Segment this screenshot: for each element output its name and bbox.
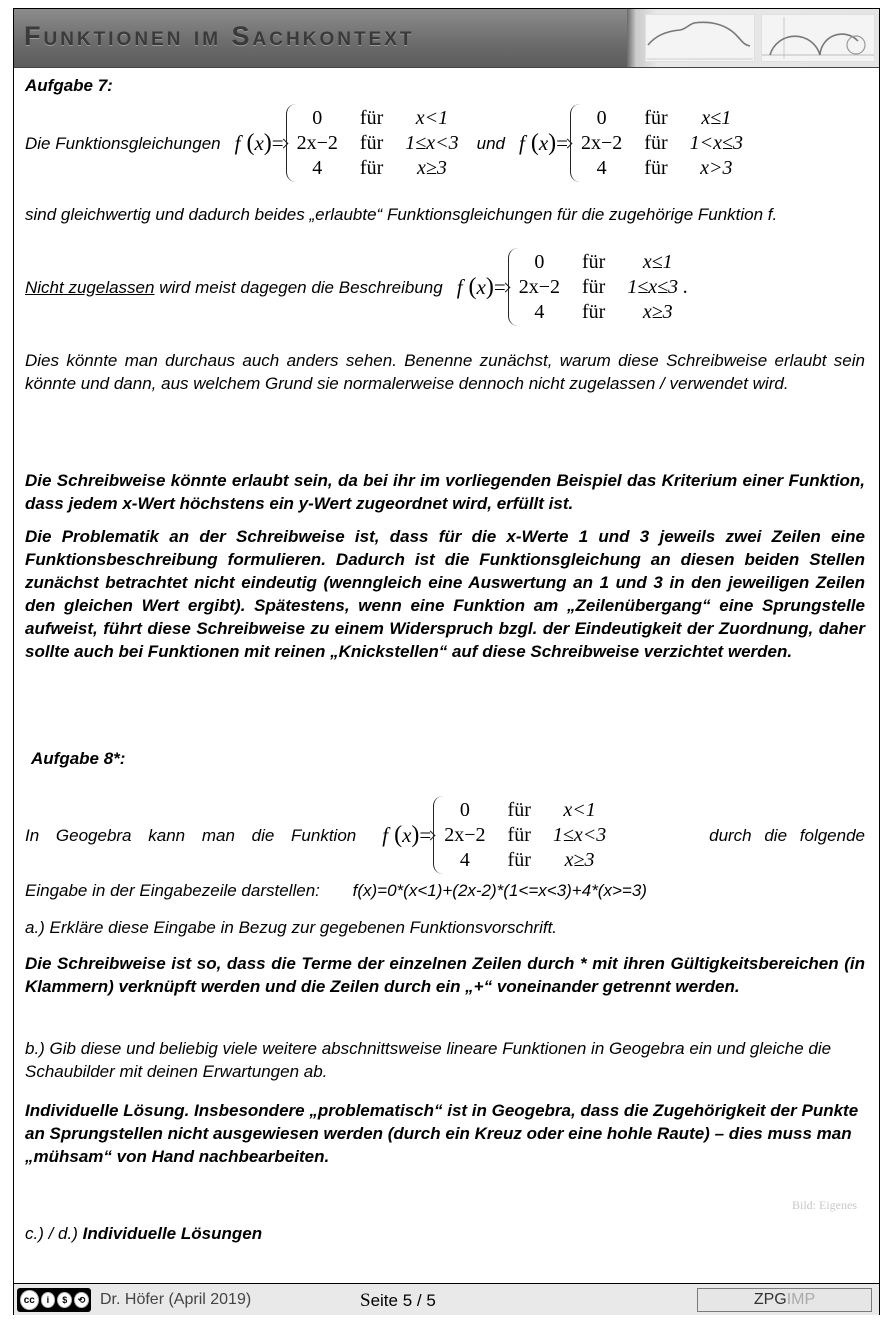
- case-for: für: [507, 823, 531, 846]
- task7-heading: Aufgabe 7:: [25, 76, 113, 95]
- cd-answer: Individuelle Lösungen: [82, 1224, 263, 1243]
- input-label: Eingabe in der Eingabezeile darstellen:: [25, 881, 320, 900]
- footer-author: Dr. Höfer (April 2019): [100, 1291, 252, 1308]
- function-label: f (x): [518, 129, 557, 156]
- case-condition: 1≤x≤3 .: [627, 275, 689, 298]
- left-brace-icon: [286, 104, 297, 182]
- case-condition: 1≤x<3: [405, 131, 459, 154]
- page-number: Seite 5 / 5: [360, 1290, 436, 1311]
- rolling-circle-icon: [762, 15, 874, 61]
- case-condition: x<1: [415, 106, 449, 129]
- case-term: 2x−2: [518, 275, 560, 298]
- case-condition: x≥3: [417, 156, 447, 179]
- task7-answer-1: Die Schreibweise könnte erlaubt sein, da bei ihr im vorliegenden Beispiel das Kriterium einer Funktion, dass jedem x-Wert höchstens ein y-Wert zugeordnet wird, erfüllt ist.: [25, 471, 865, 513]
- arcs-graph-thumbnail: [761, 14, 875, 62]
- case-term: 2x−2: [296, 131, 338, 154]
- and-text: und: [476, 133, 505, 153]
- case-term: 2x−2: [444, 823, 486, 846]
- function-label: f (x): [234, 129, 272, 156]
- nc-icon: $: [57, 1292, 72, 1308]
- page-title: Funktionen im Sachkontext: [24, 21, 415, 51]
- task7-intro-text: Die Funktionsgleichungen: [25, 133, 221, 153]
- case-for: für: [359, 131, 384, 154]
- task7-not-allowed-line: [25, 247, 688, 327]
- task7-question: Dies könnte man durchaus auch anders sehen. Benenne zunächst, warum diese Schreibweise erlaubt sein könnte und dann, aus welchem Grund sie normalerweise dennoch nicht zugelassen / verwendet wird.: [25, 351, 865, 393]
- case-for: für: [359, 156, 384, 179]
- equals-sign: =: [419, 822, 432, 847]
- case-condition: x≥3: [642, 300, 673, 323]
- left-brace-icon: [433, 796, 444, 874]
- task8-a-question: a.) Erkläre diese Eingabe in Bezug zur gegebenen Funktionsvorschrift.: [25, 918, 558, 937]
- task8-definition-line: [25, 795, 865, 875]
- task8-input-line: [25, 879, 865, 902]
- case-condition: x≤1: [701, 106, 732, 129]
- cc-icon: cc: [20, 1290, 39, 1310]
- task7-answer-2: Die Problematik an der Schreibweise ist, dass für die x-Werte 1 und 3 jeweils zwei Zeilen eine Funktionsbeschreibung formulieren. Dadurch ist die Funktionsgleichung an diesen beiden Stellen zunächst betrachtet nicht eindeutig (wenngleich eine Auswertung an 1 und 3 in den jeweiligen Zeilen den gleichen Wert ergibt). Spätestens, wenn eine Funktion am „Zeilenübergang“ eine Sprungstelle aufweist, führt diese Schreibweise zu einem Widerspruch bzgl. der Eindeutigkeit der Zuordnung, daher sollte auch bei Funktionen mit reinen „Knickstellen“ auf diese Schreibweise verzichtet werden.: [25, 527, 865, 661]
- case-condition: x<1: [563, 798, 596, 821]
- case-term: 4: [534, 300, 545, 323]
- case-term: 4: [312, 156, 323, 179]
- task8-cd-line: [25, 1222, 865, 1245]
- case-for: für: [582, 250, 606, 273]
- case-for: für: [644, 106, 668, 129]
- function-label: f (x): [456, 273, 494, 300]
- image-credit: Bild: Eigenes: [792, 1198, 857, 1212]
- sa-icon: ⟲: [74, 1292, 89, 1308]
- case-term: 4: [596, 156, 607, 179]
- task8-b-question: b.) Gib diese und beliebig viele weitere abschnittsweise lineare Funktionen in Geogebra ein und gleiche die Schaubilder mit deinen Erwartungen ab.: [25, 1039, 832, 1081]
- case-for: für: [582, 275, 606, 298]
- case-for: für: [644, 156, 668, 179]
- task8-intro-suffix: durch die folgende: [709, 825, 865, 845]
- piecewise-definition-c: [519, 250, 688, 325]
- by-icon: i: [41, 1292, 56, 1308]
- task8-heading: Aufgabe 8*:: [31, 749, 126, 768]
- car-curve-icon: [646, 15, 754, 61]
- case-condition: x>3: [700, 156, 733, 179]
- case-for: für: [582, 300, 606, 323]
- function-label: f (x): [382, 821, 420, 848]
- case-term: 0: [534, 250, 545, 273]
- left-brace-icon: [570, 104, 581, 182]
- task8-a-answer: Die Schreibweise ist so, dass die Terme der einzelnen Zeilen durch * mit ihren Gültigkeitsbereichen (in Klammern) verknüpft werden und die Zeilen durch ein „+“ voneinander getrennt werden.: [25, 954, 865, 996]
- case-condition: x≤1: [642, 250, 673, 273]
- case-condition: 1<x≤3: [689, 131, 743, 154]
- task8-b-answer: Individuelle Lösung. Insbesondere „problematisch“ ist in Geogebra, dass die Zugehörigkeit der Punkte an Sprungstellen nicht ausgewiesen werden (durch ein Kreuz oder eine hohle Raute) – dies muss man „mühsam“ von Hand nachbearbeiten.: [25, 1101, 859, 1166]
- case-for: für: [507, 848, 531, 871]
- case-for: für: [644, 131, 668, 154]
- task7-equations-line: [25, 103, 743, 183]
- piecewise-definition-b: [581, 106, 743, 181]
- cd-prefix: c.) / d.): [25, 1224, 83, 1243]
- geogebra-input-code: f(x)=0*(x<1)+(2x-2)*(1<=x<3)+4*(x>=3): [352, 881, 647, 900]
- equals-sign: =: [556, 130, 568, 155]
- case-term: 0: [312, 106, 323, 129]
- not-allowed-text: wird meist dagegen die Beschreibung: [154, 277, 443, 297]
- header-image-strip: [627, 9, 879, 67]
- page-header: [14, 9, 879, 68]
- case-condition: 1≤x<3: [552, 823, 607, 846]
- case-term: 4: [459, 848, 470, 871]
- task8-intro-text: In Geogebra kann man die Funktion: [25, 825, 357, 845]
- case-for: für: [507, 798, 531, 821]
- not-allowed-underlined: Nicht zugelassen: [25, 277, 155, 297]
- header-curve-divider: [627, 9, 637, 67]
- equals-sign: =: [271, 130, 284, 155]
- case-term: 0: [596, 106, 607, 129]
- cc-license-badge[interactable]: [17, 1288, 91, 1312]
- case-condition: x≥3: [564, 848, 595, 871]
- case-term: 2x−2: [581, 131, 623, 154]
- piecewise-definition-task8: [444, 798, 606, 873]
- zpg-imp-logo: ZPGIMP: [697, 1288, 872, 1312]
- page-footer: [14, 1283, 879, 1315]
- car-graph-thumbnail: [645, 14, 755, 62]
- case-for: für: [359, 106, 384, 129]
- worksheet-page: [13, 8, 880, 1315]
- left-brace-icon: [508, 248, 519, 326]
- equals-sign: =: [493, 274, 506, 299]
- piecewise-definition-a: [297, 106, 459, 181]
- case-term: 0: [459, 798, 470, 821]
- task7-equivalence-text: sind gleichwertig und dadurch beides „erlaubte“ Funktionsgleichungen für die zugehörige Funktion f.: [25, 205, 778, 224]
